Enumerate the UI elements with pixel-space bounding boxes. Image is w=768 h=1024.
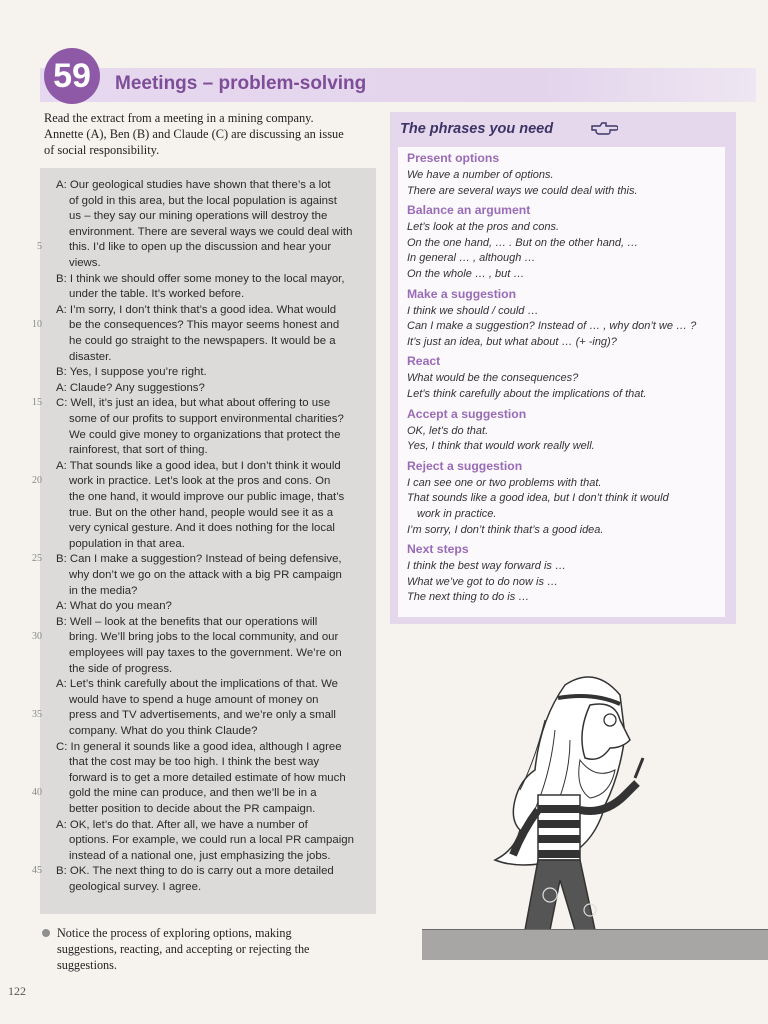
floor-strip <box>422 929 768 960</box>
phrase-section-heading: Next steps <box>407 542 469 557</box>
unit-title: Meetings – problem-solving <box>115 73 367 94</box>
pointing-hand-icon <box>590 121 618 137</box>
dialogue-line: better position to decide about the PR campaign. <box>69 803 316 815</box>
phrase-line: I’m sorry, I don’t think that’s a good idea. <box>407 523 604 536</box>
dialogue-line: would have to spend a huge amount of money on <box>69 693 319 706</box>
dialogue-line: forward is to get a more detailed estimate of how much <box>69 771 346 784</box>
phrase-line: On the whole … , but … <box>407 268 525 280</box>
phrase-line: On the one hand, … . But on the other hand, … <box>407 236 639 249</box>
dialogue-line: B: Yes, I suppose you’re right. <box>56 366 207 379</box>
dialogue-line: A: What do you mean? <box>56 600 172 613</box>
dialogue-line: We could give money to organizations that protect the <box>69 428 341 441</box>
dialogue-line: rainforest, that sort of thing. <box>69 444 208 457</box>
dialogue-line: bring. We’ll bring jobs to the local community, and our <box>69 631 339 644</box>
phrase-section-heading: Balance an argument <box>407 203 531 218</box>
phrase-line: In general … , although … <box>407 252 536 265</box>
phrase-line: There are several ways we could deal with this. <box>407 184 638 197</box>
dialogue-line: the one hand, it would improve our public image, that’s <box>69 491 345 503</box>
phrase-line: That sounds like a good idea, but I don’t think it would <box>407 492 669 505</box>
dialogue-line: instead of a national one, just emphasizing the jobs. <box>69 849 331 862</box>
dialogue-line: B: Can I make a suggestion? Instead of being defensive, <box>56 553 342 566</box>
phrase-section-heading: Accept a suggestion <box>407 406 527 421</box>
dialogue-line: disaster. <box>69 350 112 363</box>
dialogue-line: under the table. It’s worked before. <box>69 288 245 301</box>
dialogue-line: company. What do you think Claude? <box>69 725 258 737</box>
dialogue-line: A: OK, let’s do that. After all, we have a number of <box>56 818 308 831</box>
dialogue-line: gold the mine can produce, and then we’ll be in a <box>69 787 317 800</box>
dialogue-line: us – they say our mining operations will destroy the <box>69 210 328 223</box>
dialogue-line: true. But on the other hand, people would see it as a <box>69 506 334 519</box>
phrase-line: Yes, I think that would work really well. <box>407 440 595 453</box>
dialogue-line: employees will pay taxes to the government. We’re on <box>69 647 342 659</box>
line-number: 30 <box>32 631 42 643</box>
phrase-section-heading: Make a suggestion <box>407 286 517 301</box>
dialogue-line: population in that area. <box>69 537 185 550</box>
line-number: 15 <box>32 397 42 409</box>
notice-note <box>44 925 344 973</box>
dialogue-line: very cynical gesture. And it does nothing for the local <box>69 522 335 535</box>
phrase-line: I think the best way forward is … <box>407 560 566 573</box>
phrase-line: Let’s think carefully about the implications of that. <box>407 388 647 400</box>
dialogue-line: why don’t we go on the attack with a big PR campaign <box>69 569 342 581</box>
unit-number-badge: 59 <box>44 48 100 104</box>
phrase-section-heading: Present options <box>407 151 500 165</box>
dialogue-line: A: Claude? Any suggestions? <box>56 381 205 394</box>
dialogue-line: the side of progress. <box>69 662 173 675</box>
dialogue-line: B: Well – look at the benefits that our operations will <box>56 615 318 628</box>
dialogue-line: some of our profits to support environmental charities? <box>69 413 344 425</box>
line-number: 5 <box>37 241 42 253</box>
phrase-line: It’s just an idea, but what about … (+ -ing)? <box>407 335 617 348</box>
dialogue-line: this. I’d like to open up the discussion and hear your <box>69 241 332 254</box>
hippie-character-illustration <box>430 660 730 940</box>
phrase-line: I can see one or two problems with that. <box>407 476 602 489</box>
dialogue-line: options. For example, we could run a local PR campaign <box>69 834 354 847</box>
phrase-section-heading: Reject a suggestion <box>407 458 523 473</box>
dialogue-line: views. <box>69 257 101 269</box>
phrase-line: What would be the consequences? <box>407 372 579 385</box>
dialogue-line: that the cost may be too high. I think the best way <box>69 756 320 769</box>
page-number: 122 <box>8 984 26 998</box>
line-number: 40 <box>32 787 42 799</box>
dialogue-line: B: OK. The next thing to do is carry out a more detailed <box>56 865 334 878</box>
dialogue-line: B: I think we should offer some money to the local mayor, <box>56 272 345 285</box>
phrase-line: We have a number of options. <box>407 169 554 181</box>
dialogue-line: environment. There are several ways we could deal with <box>69 225 353 238</box>
dialogue-line: C: In general it sounds like a good idea, although I agree <box>56 740 342 753</box>
dialogue-line: A: I’m sorry, I don’t think that’s a good idea. What would <box>56 303 337 316</box>
dialogue-line: press and TV advertisements, and we’re only a small <box>69 709 336 722</box>
phrases-title: The phrases you need <box>400 121 554 137</box>
line-number: 10 <box>32 319 42 331</box>
dialogue-line: A: Let’s think carefully about the implications of that. We <box>56 678 338 691</box>
phrase-line: work in practice. <box>417 508 497 520</box>
dialogue-line: A: That sounds like a good idea, but I don’t think it would <box>56 459 341 472</box>
dialogue-line: in the media? <box>69 584 138 597</box>
line-number: 35 <box>32 709 42 721</box>
dialogue-line: be the consequences? This mayor seems honest and <box>69 319 340 332</box>
bullet-icon <box>42 929 50 937</box>
dialogue-line: of gold in this area, but the local population is against <box>69 194 337 207</box>
dialogue-line: he could go straight to the newspapers. It would be a <box>69 335 336 347</box>
notice-text: Notice the process of exploring options, making suggestions, reacting, and accepting or rejecting the suggestions. <box>57 926 310 972</box>
phrase-line: I think we should / could … <box>407 304 539 317</box>
phrase-section-heading: React <box>407 354 441 369</box>
phrase-line: The next thing to do is … <box>407 591 530 604</box>
phrase-line: Can I make a suggestion? Instead of … , why don’t we … ? <box>407 320 697 333</box>
dialogue-line: A: Our geological studies have shown that there’s a lot <box>56 179 331 191</box>
line-number: 45 <box>32 865 42 877</box>
dialogue-line: geological survey. I agree. <box>69 881 202 893</box>
phrase-line: OK, let’s do that. <box>407 424 489 437</box>
intro-paragraph: Read the extract from a meeting in a mining company. Annette (A), Ben (B) and Claude (C) are discussing an issue of social responsibility. <box>44 111 344 157</box>
phrase-line: What we’ve got to do now is … <box>407 575 559 588</box>
line-number: 20 <box>32 475 42 487</box>
dialogue-line: C: Well, it’s just an idea, but what about offering to use <box>56 397 331 410</box>
phrase-line: Let’s look at the pros and cons. <box>407 221 560 234</box>
dialogue-line: work in practice. Let’s look at the pros and cons. On <box>69 475 331 488</box>
line-number: 25 <box>32 553 42 565</box>
